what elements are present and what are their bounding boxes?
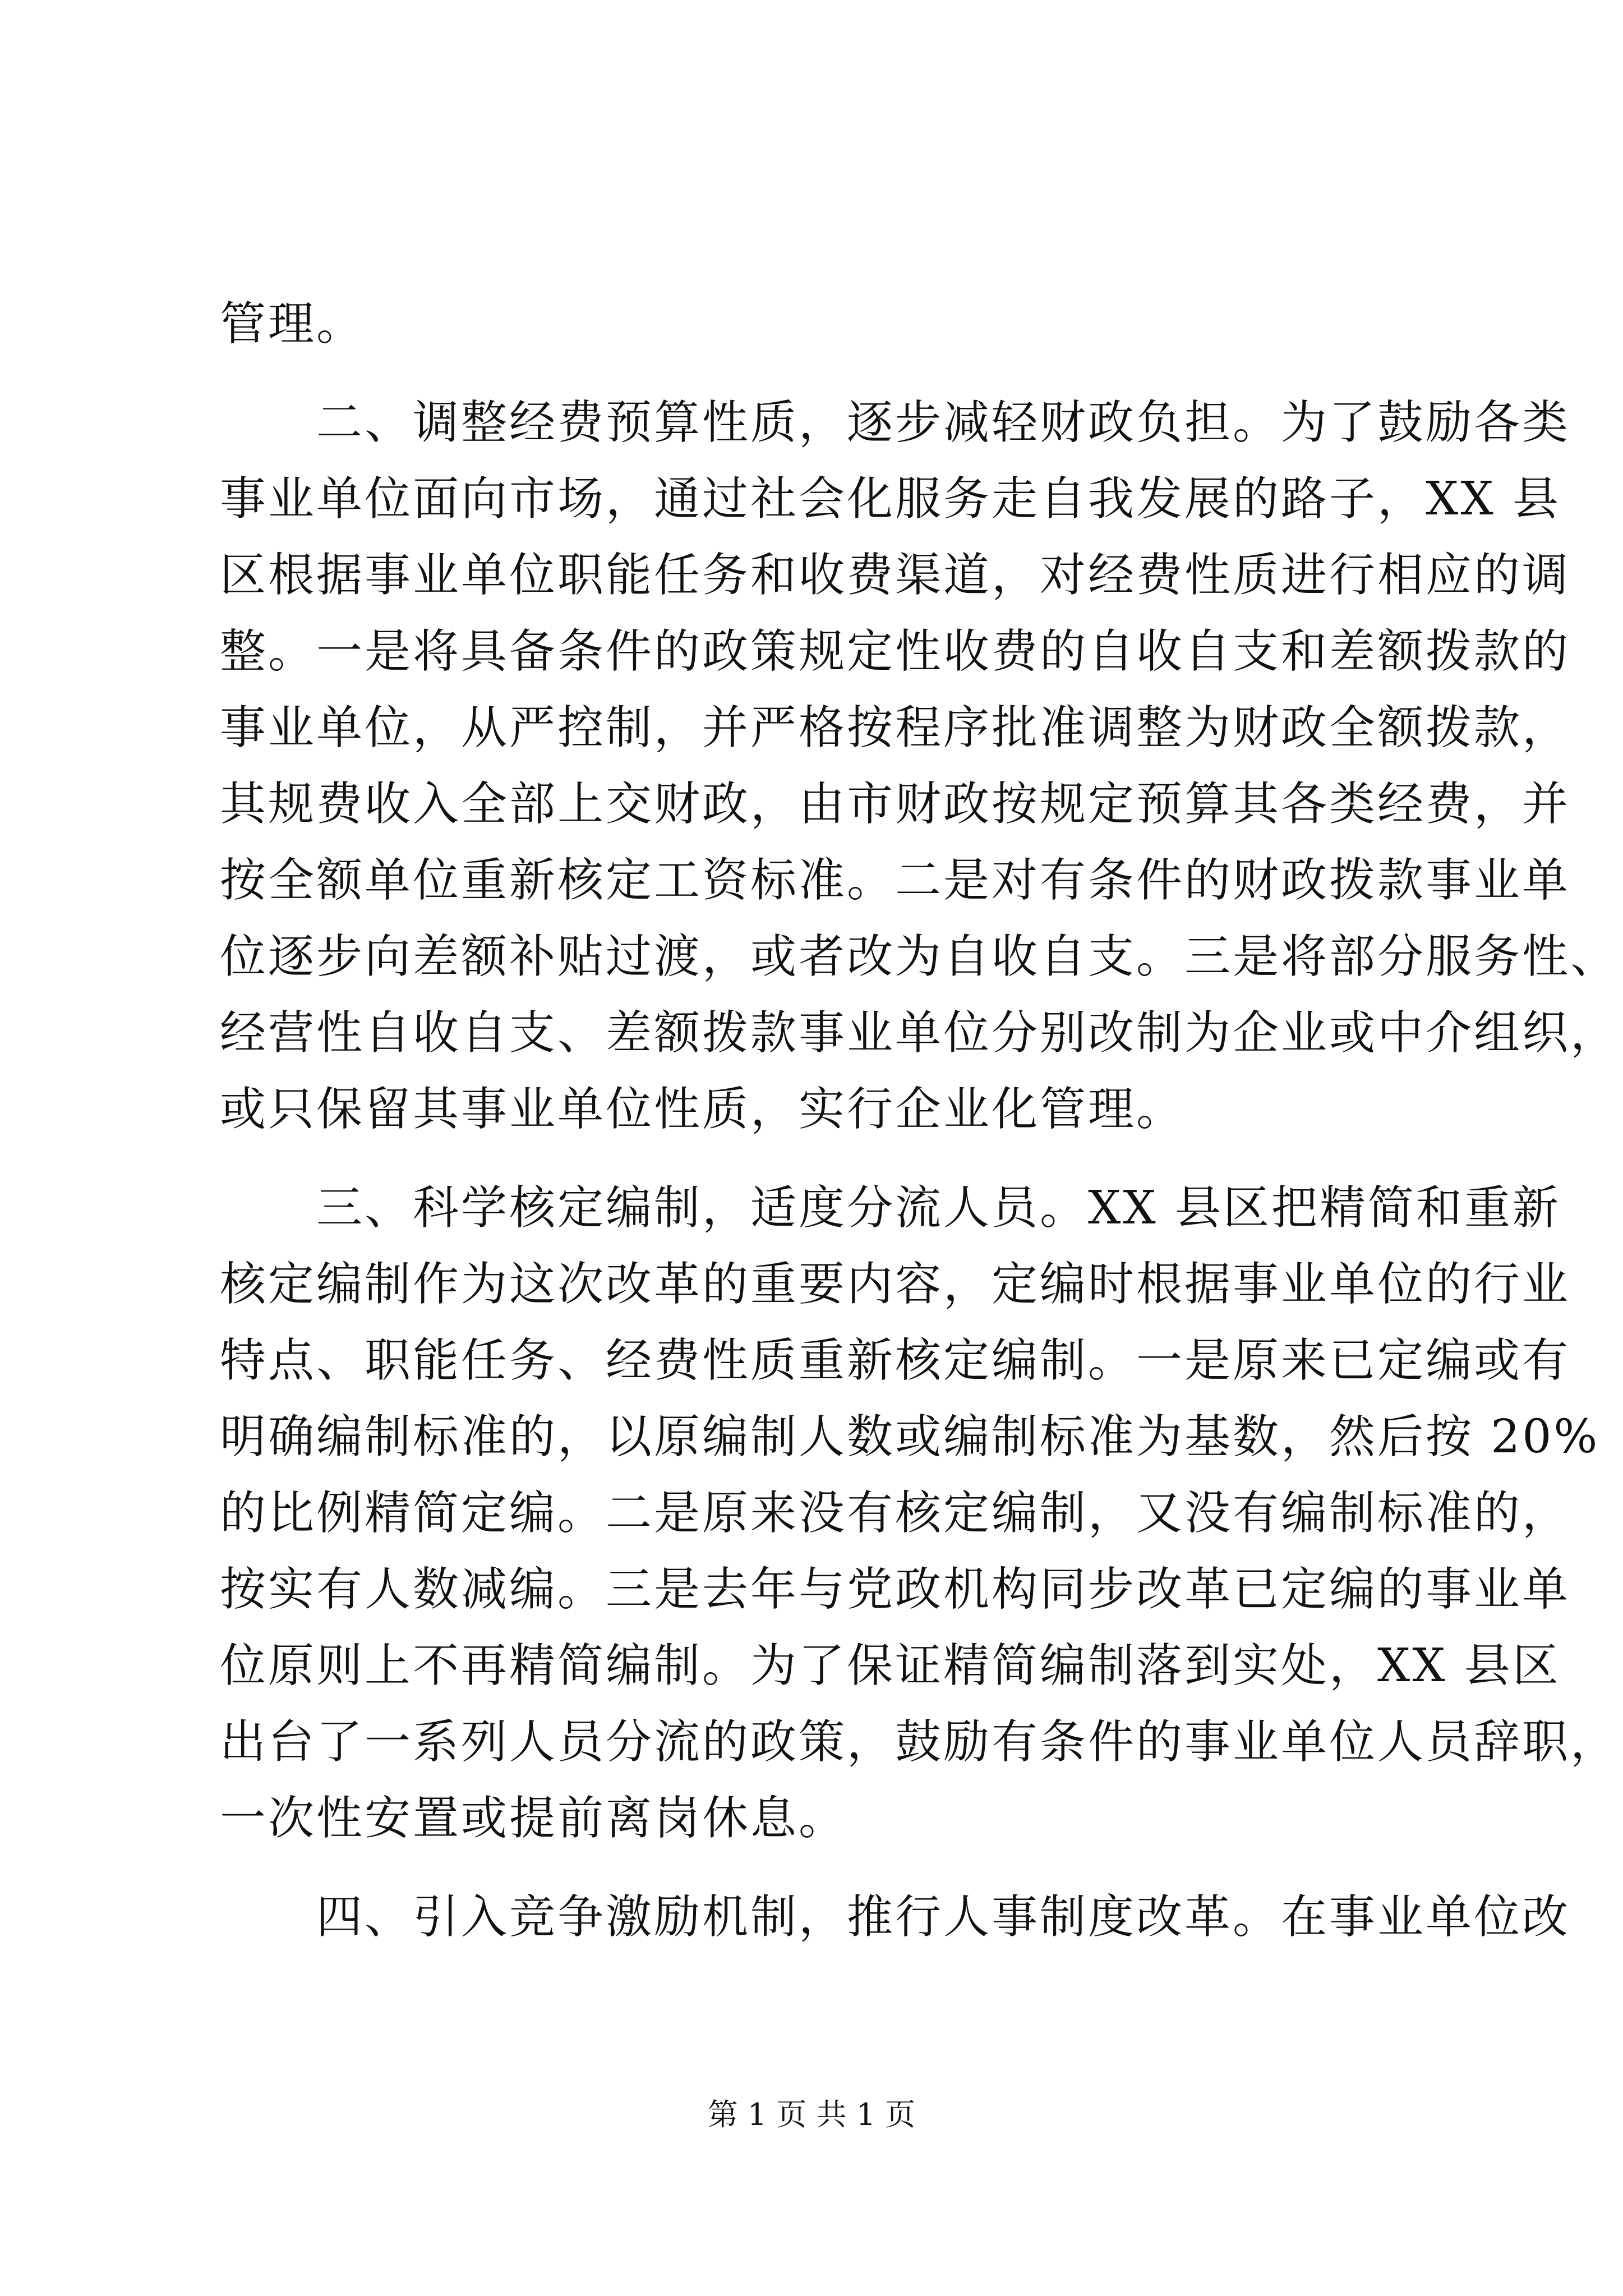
paragraph-line: 三、科学核定编制，适度分流人员。XX 县区把精简和重新 — [316, 1181, 1561, 1235]
paragraph-gap — [220, 1148, 1454, 1170]
paragraph-line: 的比例精简定编。二是原来没有核定编制，又没有编制标准的， — [220, 1487, 1571, 1540]
paragraph-line: 事业单位，从严控制，并严格按程序批准调整为财政全额拨款， — [220, 701, 1571, 754]
paragraph-line: 区根据事业单位职能任务和收费渠道，对经费性质进行相应的调 — [220, 549, 1571, 602]
paragraph-line: 按实有人数减编。三是去年与党政机构同步改革已定编的事业单 — [220, 1563, 1571, 1616]
paragraph-line: 其规费收入全部上交财政，由市财政按规定预算其各类经费，并 — [220, 777, 1571, 831]
paragraph-gap — [220, 362, 1454, 385]
document-body — [220, 286, 1619, 1955]
paragraph-line: 位逐步向差额补贴过渡，或者改为自收自支。三是将部分服务性、 — [220, 930, 1619, 983]
paragraph-line: 整。一是将具备条件的政策规定性收费的自收自支和差额拨款的 — [220, 625, 1571, 678]
paragraph-line: 出台了一系列人员分流的政策，鼓励有条件的事业单位人员辞职， — [220, 1715, 1619, 1769]
paragraph-gap — [220, 1857, 1454, 1879]
paragraph-line: 位原则上不再精简编制。为了保证精简编制落到实处，XX 县区 — [220, 1639, 1561, 1692]
page-footer: 第 1 页 共 1 页 — [707, 2097, 916, 2132]
paragraph-line: 明确编制标准的，以原编制人数或编制标准为基数，然后按 20% — [220, 1410, 1600, 1464]
paragraph-line: 一次性安置或提前离岗休息。 — [220, 1792, 847, 1845]
paragraph-line: 经营性自收自支、差额拨款事业单位分别改制为企业或中介组织， — [220, 1006, 1619, 1060]
paragraph-line: 四、引入竞争激励机制，推行人事制度改革。在事业单位改 — [316, 1890, 1571, 1944]
paragraph-line: 事业单位面向市场，通过社会化服务走自我发展的路子，XX 县 — [220, 472, 1561, 526]
paragraph-line: 按全额单位重新核定工资标准。二是对有条件的财政拨款事业单 — [220, 854, 1571, 907]
paragraph-line: 核定编制作为这次改革的重要内容，定编时根据事业单位的行业 — [220, 1258, 1571, 1311]
paragraph-line: 二、调整经费预算性质，逐步减轻财政负担。为了鼓励各类 — [316, 396, 1571, 449]
paragraph-line: 管理。 — [220, 297, 365, 351]
paragraph-line: 或只保留其事业单位性质，实行企业化管理。 — [220, 1083, 1185, 1136]
paragraph-line: 特点、职能任务、经费性质重新核定编制。一是原来已定编或有 — [220, 1334, 1571, 1387]
